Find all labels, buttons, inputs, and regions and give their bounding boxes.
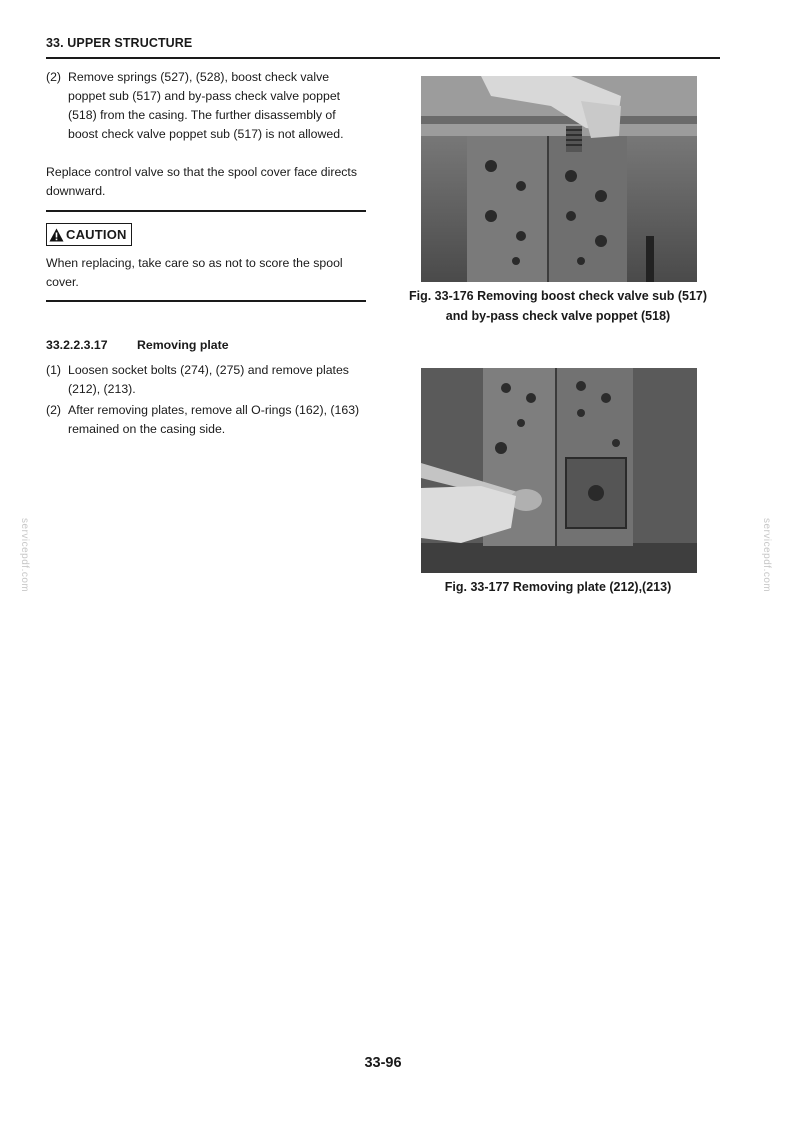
section-steps [46, 361, 368, 439]
warning-triangle-icon [49, 228, 64, 242]
caution-label [46, 223, 132, 246]
section-number: 33.2.2.3.17 [46, 338, 108, 352]
figure-177-photo [421, 368, 697, 573]
caption-line-2: and by-pass check valve poppet (518) [445, 309, 671, 323]
step-number: (2) [46, 70, 62, 84]
page-header-title: 33. UPPER STRUCTURE [46, 36, 193, 50]
step-number: (1) [46, 363, 62, 377]
caption-line-1: Fig. 33-176 Removing boost check valve sub (517) [408, 289, 708, 303]
header-divider [46, 57, 720, 59]
section-title: Removing plate [136, 338, 229, 352]
figure-177-caption [396, 577, 720, 597]
step-text: After removing plates, remove all O-rings (162), (163) remained on the casing side. [68, 403, 360, 436]
figure-176-photo [421, 76, 697, 282]
section-heading [46, 338, 229, 352]
step-2-remove-orings [46, 401, 368, 439]
step-1-loosen-bolts [46, 361, 368, 399]
caution-bottom-rule [46, 300, 366, 302]
step-2-remove-springs [46, 68, 368, 144]
watermark-right: servicepdf.com [761, 518, 772, 593]
caution-word: CAUTION [66, 227, 127, 242]
step-text: Loosen socket bolts (274), (275) and remove plates (212), (213). [68, 363, 349, 396]
caution-box [46, 210, 368, 302]
watermark-left: servicepdf.com [19, 518, 30, 593]
page-number: 33-96 [364, 1055, 402, 1071]
figure-176-caption [396, 286, 720, 326]
caution-text: When replacing, take care so as not to score the spool cover. [46, 255, 343, 289]
step-number: (2) [46, 403, 62, 417]
caution-top-rule [46, 210, 366, 212]
replace-valve-paragraph: Replace control valve so that the spool cover face directs downward. [46, 165, 358, 198]
step-text: Remove springs (527), (528), boost check valve poppet sub (517) and by-pass check valve poppet (518) from the casing. The further disassembly of boost check valve poppet sub (517) is not allowed. [68, 70, 344, 141]
left-column [46, 68, 368, 302]
caption-line-1: Fig. 33-177 Removing plate (212),(213) [444, 580, 672, 594]
